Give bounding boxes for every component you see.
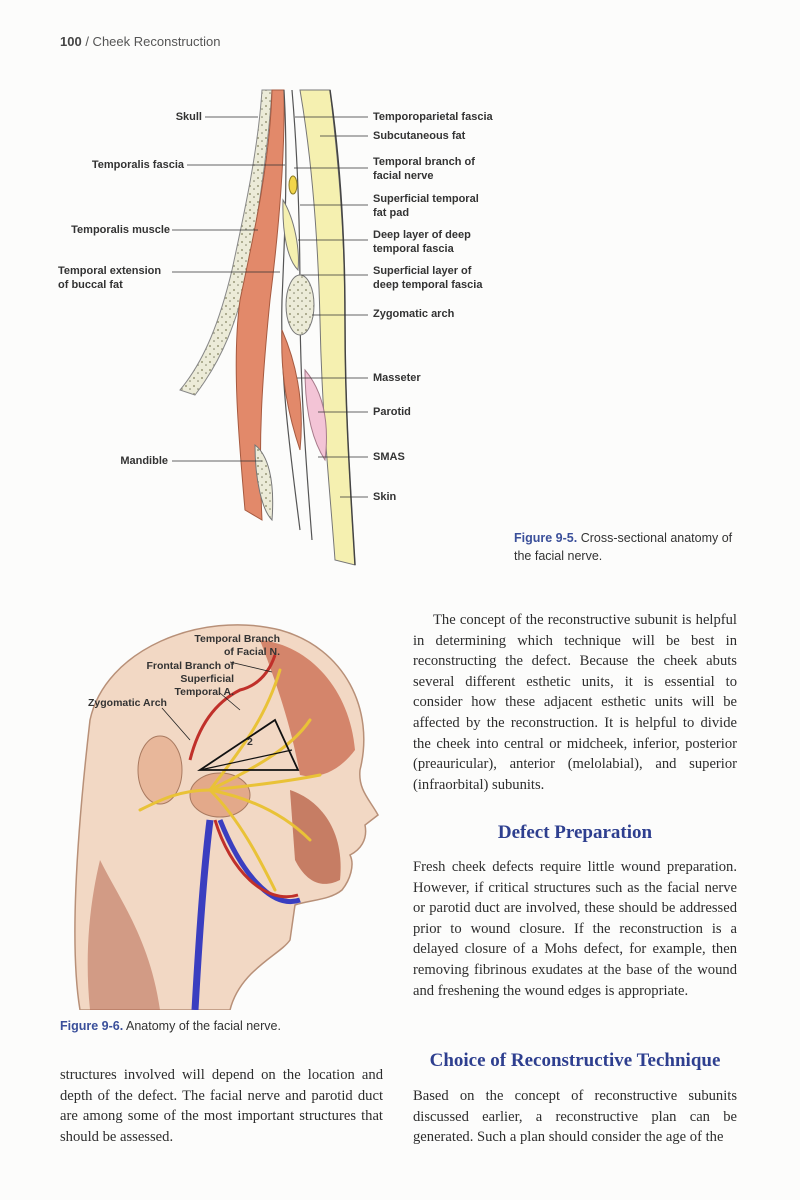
page-number: 100 (60, 34, 82, 49)
label-temporalis-fascia: Temporalis fascia (91, 159, 184, 171)
label-frontal-branch-superficial-temporal-a: Frontal Branch of Superficial Temporal A. (146, 660, 234, 698)
label-masseter: Masseter (373, 372, 421, 384)
figure-9-6-number: Figure 9-6. (60, 1019, 124, 1033)
label-superficial-layer-deep-temporal-fascia: Superficial layer of deep temporal fascia (373, 265, 483, 291)
section-title: / Cheek Reconstruction (85, 34, 221, 49)
label-temporoparietal-fascia: Temporoparietal fascia (373, 111, 493, 123)
label-skin: Skin (373, 491, 397, 503)
figure-9-5-number: Figure 9-5. (514, 531, 578, 545)
heading-choice-of-technique: Choice of Reconstructive Technique (429, 1050, 721, 1071)
paragraph-subunit-concept: The concept of the reconstructive subunit is helpful in determining which technique will be best in reconstructing the defect. Because the cheek abuts several different esthetic units, it is essential to consider how these adjacent esthetic units will be affected by the reconstruction. It is helpful to divide the cheek into central or midcheek, inferior, posterior (preauricular), anterior (melolabial), and superior (infraorbital) subunits. (413, 612, 737, 793)
label-superficial-temporal-fat-pad: Superficial temporal fat pad (373, 193, 479, 219)
label-deep-layer-deep-temporal-fascia: Deep layer of deep temporal fascia (373, 229, 471, 255)
figure-9-6-caption (60, 1017, 390, 1035)
figure-9-5-caption-text: Cross-sectional anatomy of the facial nerve. (514, 531, 733, 563)
label-temporal-branch-of-facial-n: Temporal Branch of Facial N. (194, 633, 280, 658)
label-smas: SMAS (373, 451, 405, 463)
figure-9-5-caption (514, 529, 744, 565)
label-skull: Skull (175, 111, 202, 123)
label-temporal-extension-buccal-fat: Temporal extension of buccal fat (58, 265, 162, 291)
figure-9-6-caption-text: Anatomy of the facial nerve. (126, 1019, 281, 1033)
label-temporalis-muscle: Temporalis muscle (71, 224, 170, 236)
label-temporal-branch-facial-nerve: Temporal branch of facial nerve (373, 156, 475, 182)
paragraph-choice-of-technique: Based on the concept of reconstructive subunits discussed earlier, a reconstructive plan can be generated. Such a plan should consider the age of the (413, 1088, 737, 1146)
label-mandible: Mandible (120, 455, 168, 467)
label-zygomatic-arch: Zygomatic arch (373, 308, 455, 320)
paragraph-defect-preparation: Fresh cheek defects require little wound preparation. However, if critical structures such as the facial nerve or parotid duct are involved, these should be addressed prior to wound closure. If the reconstruction is a delayed closure of a Mohs defect, for example, then removing fibrinous exudates at the base of the wound and freshening the wound edges is appropriate. (413, 859, 737, 999)
heading-defect-preparation: Defect Preparation (497, 822, 653, 843)
left-column-paragraph: structures involved will depend on the location and depth of the defect. The facial nerve and parotid duct are among some of the most important structures that should be assessed. (60, 1067, 383, 1145)
label-subcutaneous-fat: Subcutaneous fat (373, 130, 466, 142)
label-zygomatic-arch-fig6: Zygomatic Arch (88, 697, 167, 709)
label-parotid: Parotid (373, 406, 411, 418)
triangle-number: 2 (247, 736, 253, 748)
